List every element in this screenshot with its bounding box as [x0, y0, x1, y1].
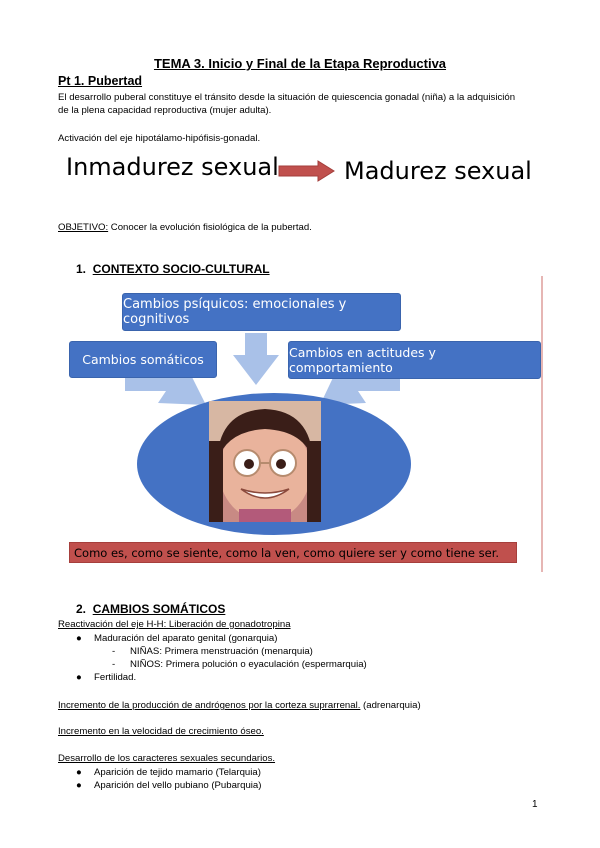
section-1-title: CONTEXTO SOCIO-CULTURAL: [92, 262, 270, 276]
document-title: TEMA 3. Inicio y Final de la Etapa Reproductiva: [153, 56, 447, 71]
section-2-number: 2.: [76, 602, 87, 616]
bullet-marker: ●: [76, 633, 82, 644]
section-1-number: 1.: [76, 262, 87, 276]
objective: [58, 221, 312, 234]
androgen-rest: (adrenarquia): [360, 700, 421, 711]
sub-bullet-item: NIÑAS: Primera menstruación (menarquia): [130, 646, 313, 657]
secondary-characters-text: Desarrollo de los caracteres sexuales secundarios.: [58, 753, 276, 764]
bullet-marker: ●: [76, 780, 82, 791]
box-somatic-changes: Cambios somáticos: [69, 341, 217, 378]
sub-bullet-item: NIÑOS: Primera polución o eyaculación (espermarquia): [130, 659, 367, 670]
section-2-heading: [76, 602, 225, 616]
section-1-heading: [76, 262, 270, 276]
bullet-item: Maduración del aparato genital (gonarquia): [94, 633, 278, 644]
box-psychological-changes: Cambios psíquicos: emocionales y cognitivos: [122, 293, 401, 331]
objective-text: Conocer la evolución fisiológica de la pubertad.: [108, 222, 312, 233]
page-number: 1: [532, 799, 538, 810]
immaturity-label: Inmadurez sexual: [66, 153, 279, 181]
reactivation-text: Reactivación del eje H-H: Liberación de gonadotropina: [58, 619, 291, 630]
character-image: [209, 401, 321, 522]
activation-text: Activación del eje hipotálamo-hipófisis-gonadal.: [58, 133, 261, 144]
section-2-title: CAMBIOS SOMÁTICOS: [92, 602, 226, 616]
bullet-item: Aparición del vello pubiano (Pubarquia): [94, 780, 262, 791]
objective-label: OBJETIVO:: [58, 222, 109, 233]
intro-line-1: El desarrollo puberal constituye el tránsito desde la situación de quiescencia gonadal (niña) a la adquisición: [58, 92, 516, 103]
androgen-text: [58, 699, 421, 712]
box-attitude-changes: Cambios en actitudes y comportamiento: [288, 341, 541, 379]
bullet-item: Aparición de tejido mamario (Telarquia): [94, 767, 261, 778]
arrow-down-icon: [233, 333, 279, 385]
part-heading: Pt 1. Pubertad: [58, 74, 143, 88]
right-arrow-icon: [278, 160, 336, 182]
bone-growth-text: Incremento en la velocidad de crecimiento óseo.: [58, 726, 264, 737]
intro-line-2: de la plena capacidad reproductiva (mujer adulta).: [58, 105, 272, 116]
bullet-marker: ●: [76, 767, 82, 778]
androgen-underlined: Incremento de la producción de andrógenos por la corteza suprarrenal.: [58, 700, 361, 711]
bullet-item: Fertilidad.: [94, 672, 137, 683]
sub-bullet-marker: -: [112, 659, 116, 670]
caption-banner: Como es, como se siente, como la ven, como quiere ser y como tiene ser.: [69, 542, 517, 563]
maturity-label: Madurez sexual: [344, 157, 532, 185]
bullet-marker: ●: [76, 672, 82, 683]
sub-bullet-marker: -: [112, 646, 116, 657]
